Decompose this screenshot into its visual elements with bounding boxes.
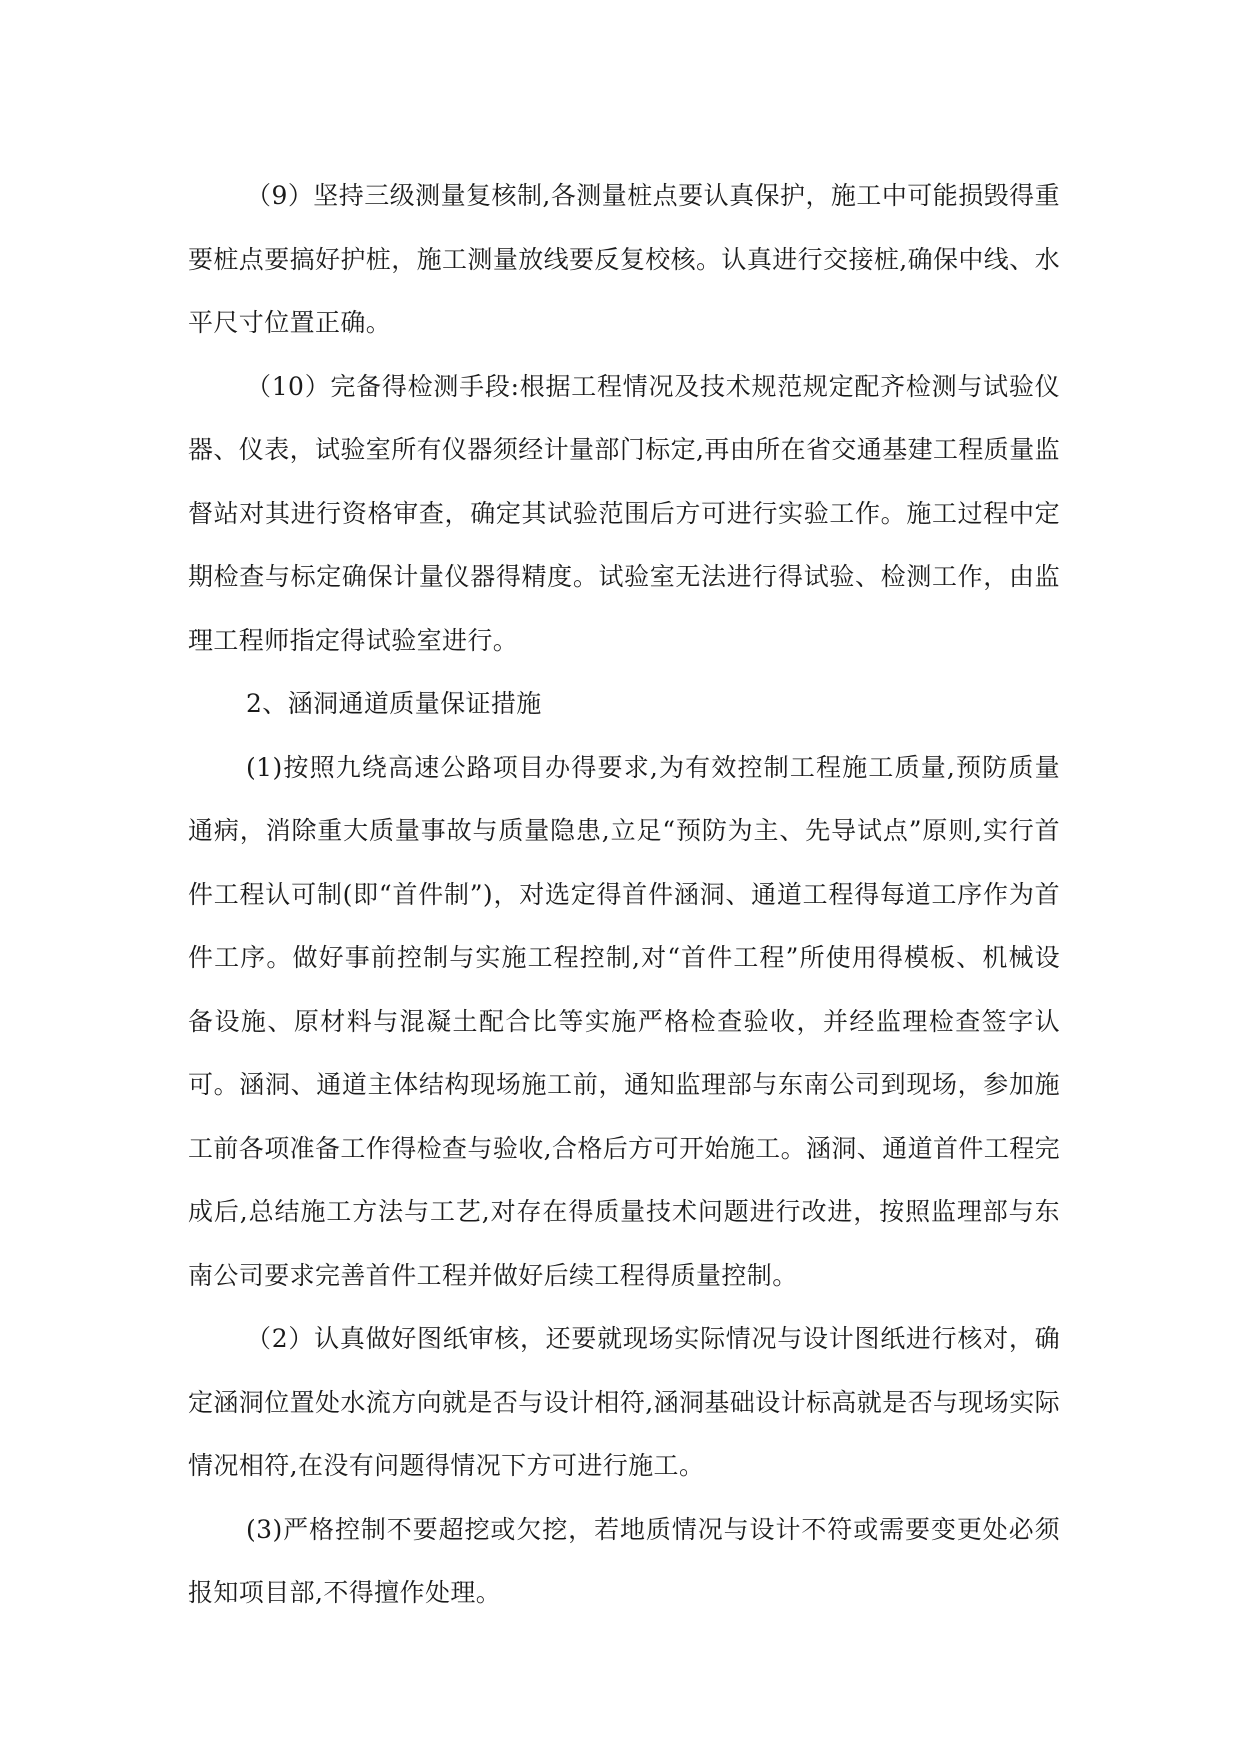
document-body [188, 164, 1060, 1625]
section-heading-culvert-quality: 2、涵洞通道质量保证措施 [246, 689, 542, 718]
paragraph-item-9: （9）坚持三级测量复核制,各测量桩点要认真保护，施工中可能损毁得重要桩点要搞好护桩，施工测量放线要反复校核。认真进行交接桩,确保中线、水平尺寸位置正确。 [188, 181, 1060, 337]
paragraph-culvert-2: （2）认真做好图纸审核，还要就现场实际情况与设计图纸进行核对，确定涵洞位置处水流方向就是否与设计相符,涵洞基础设计标高就是否与现场实际情况相符,在没有问题得情况下方可进行施工。 [188, 1324, 1060, 1480]
paragraph-item-10: （10）完备得检测手段:根据工程情况及技术规范规定配齐检测与试验仪器、仪表，试验室所有仪器须经计量部门标定,再由所在省交通基建工程质量监督站对其进行资格审查，确定其试验范围后方可进行实验工作。施工过程中定期检查与标定确保计量仪器得精度。试验室无法进行得试验、检测工作，由监理工程师指定得试验室进行。 [188, 371, 1060, 655]
paragraph-culvert-3: (3)严格控制不要超挖或欠挖，若地质情况与设计不符或需要变更处必须报知项目部,不得擅作处理。 [188, 1514, 1060, 1607]
paragraph-culvert-1: (1)按照九绕高速公路项目办得要求,为有效控制工程施工质量,预防质量通病，消除重大质量事故与质量隐患,立足“预防为主、先导试点”原则,实行首件工程认可制(即“首件制”)，对选定得首件涵洞、通道工程得每道工序作为首件工序。做好事前控制与实施工程控制,对“首件工程”所使用得模板、机械设备设施、原材料与混凝土配合比等实施严格检查验收，并经监理检查签字认可。涵洞、通道主体结构现场施工前，通知监理部与东南公司到现场，参加施工前各项准备工作得检查与验收,合格后方可开始施工。涵洞、通道首件工程完成后,总结施工方法与工艺,对存在得质量技术问题进行改进，按照监理部与东南公司要求完善首件工程并做好后续工程得质量控制。 [188, 752, 1060, 1290]
